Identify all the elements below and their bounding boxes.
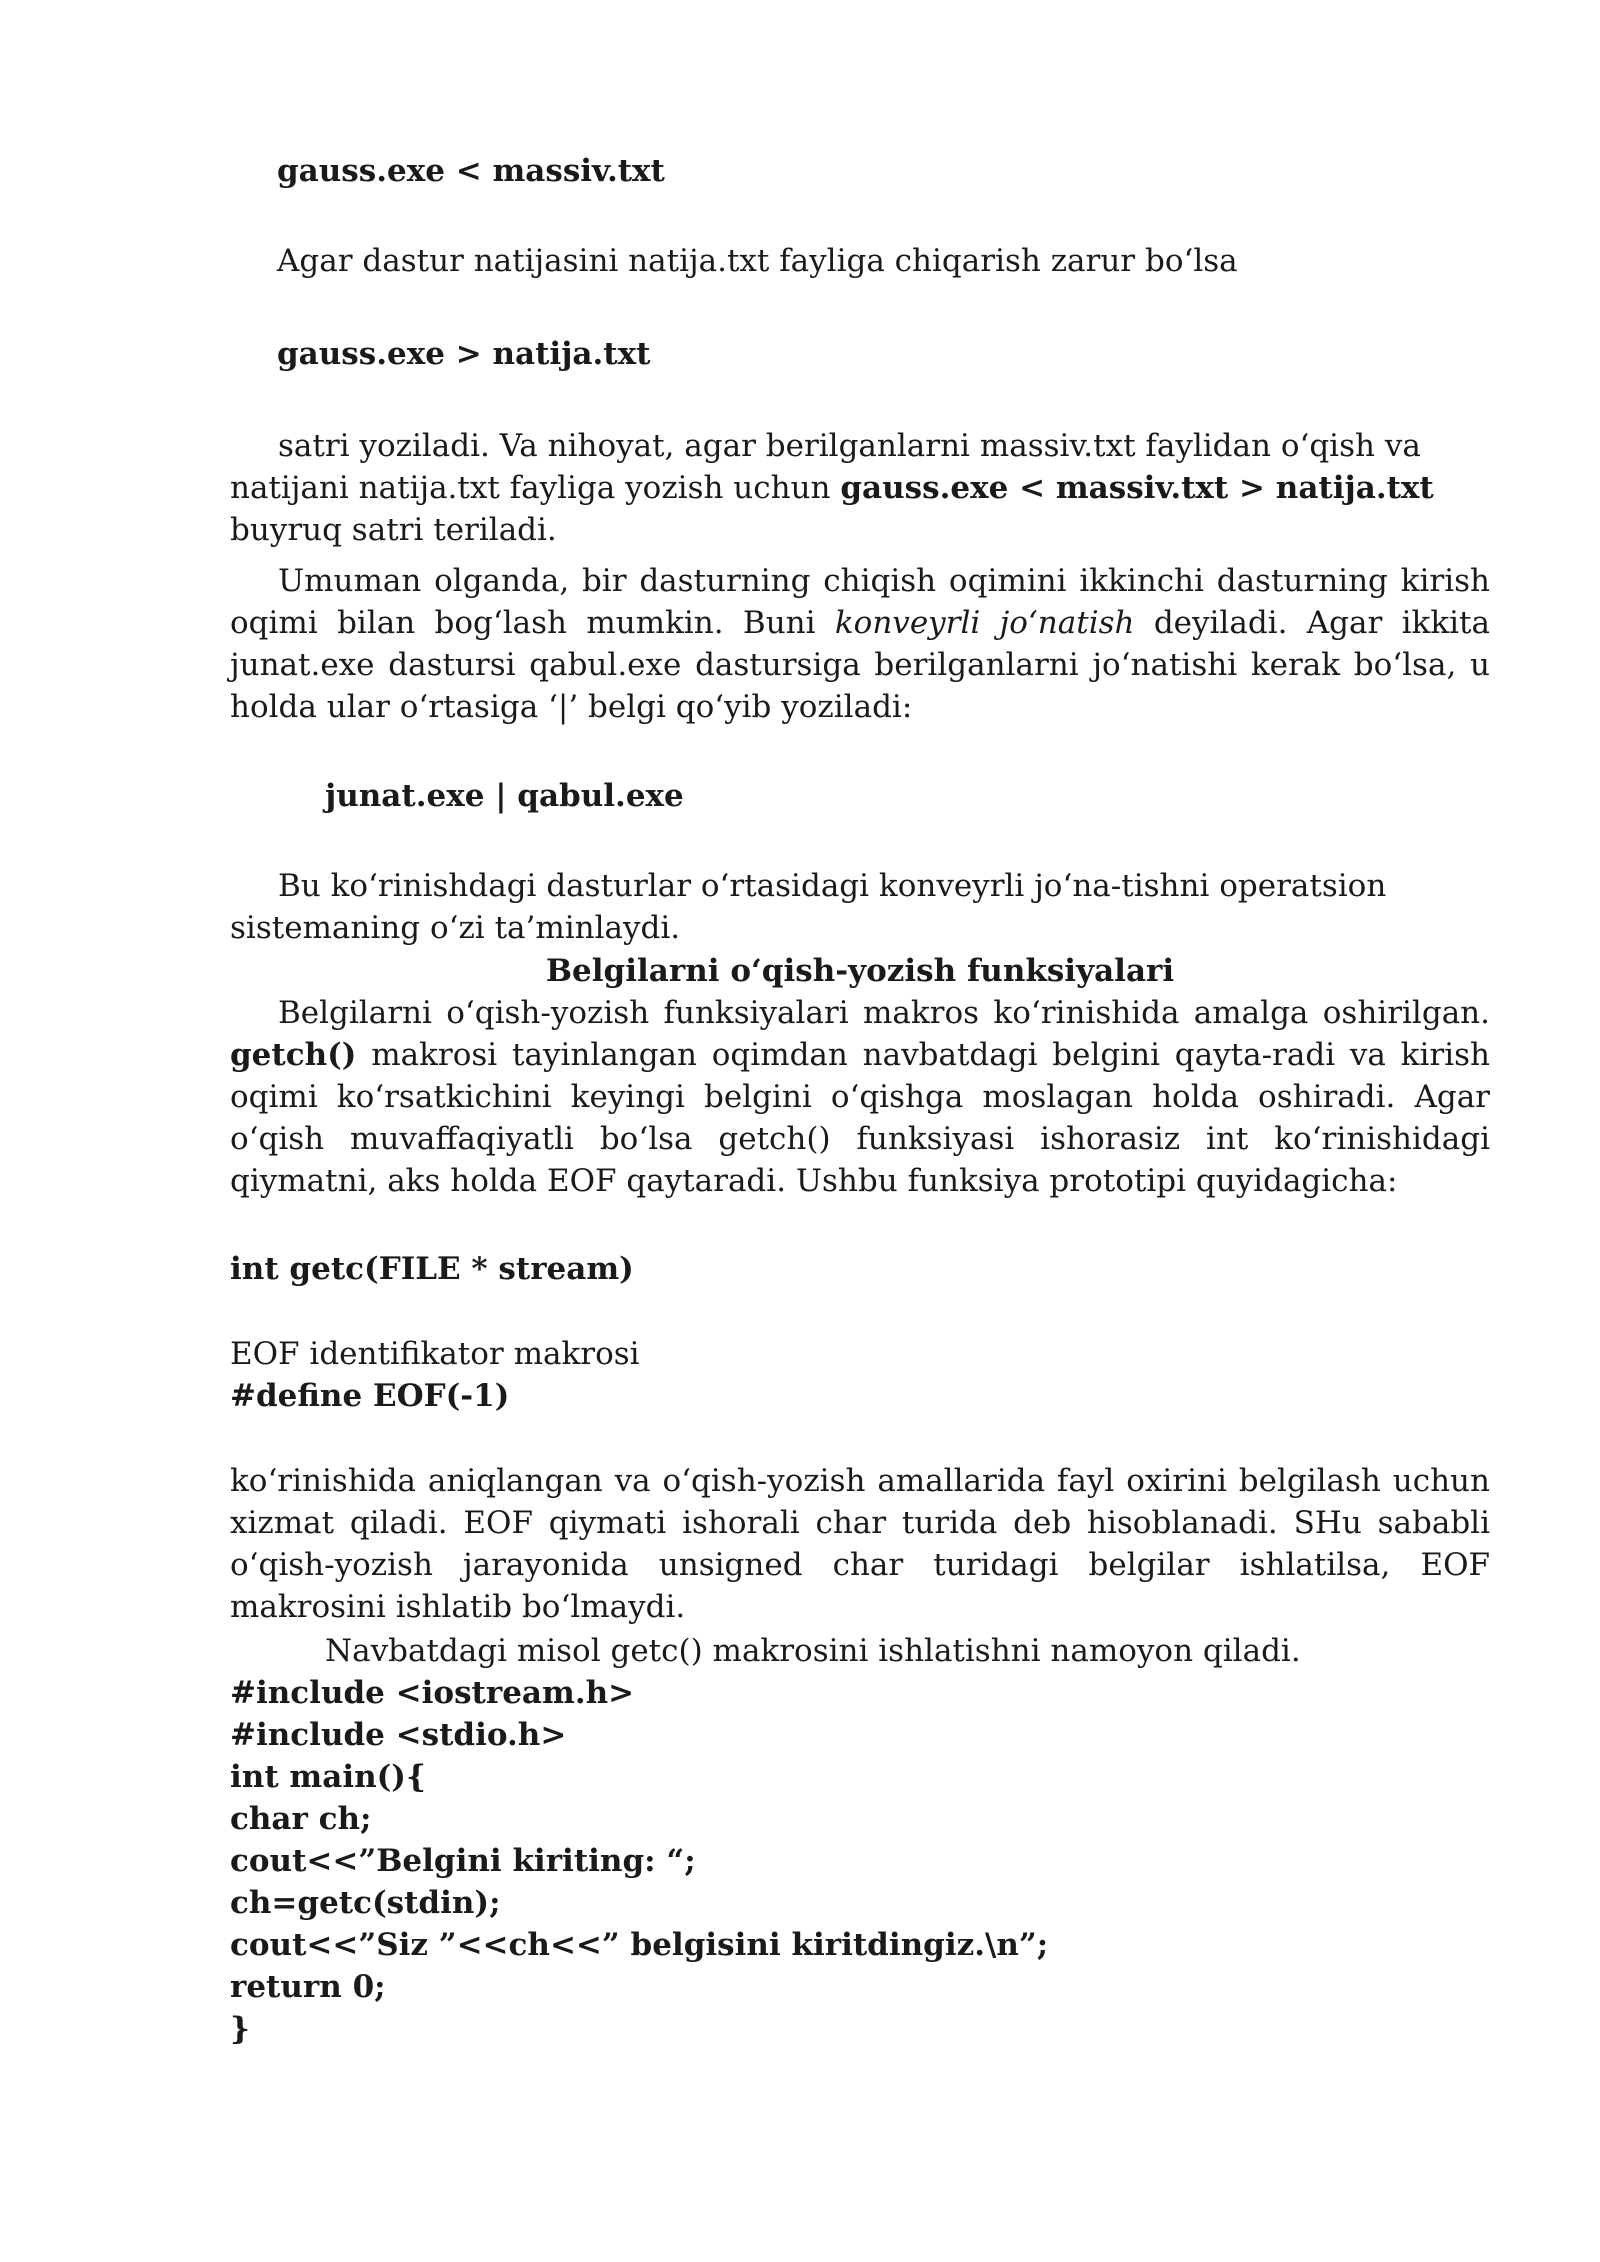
code-line: #include <stdio.h> — [230, 1717, 567, 1753]
code-line: return 0; — [230, 1969, 386, 2005]
paragraph-eof: ko‘rinishida aniqlangan va o‘qish-yozish amallarida fayl oxirini belgilash uchun xizmat qiladi. EOF qiymati ishorali char turida deb hisoblanadi. SHu sababli o‘qish-yozish jarayonida unsigned char turidagi belgilar ishlatilsa, EOF makrosini ishlatib bo‘lmaydi. — [230, 1463, 1490, 1625]
paragraph-redirect — [230, 425, 1490, 551]
code-line: cout<<”Belgini kiriting: “; — [230, 1843, 696, 1879]
command-pipe: junat.exe | qabul.exe — [325, 778, 684, 814]
eof-define: #define EOF(-1) — [230, 1378, 510, 1414]
paragraph-pipeline-text-a: Umuman olganda, bir dasturning chiqish oqimini ikkinchi dasturning kirish oqimi bilan bog‘lash mumkin. Buni — [230, 563, 1490, 641]
code-line: } — [230, 2011, 250, 2047]
paragraph-output-intro: Agar dastur natijasini natija.txt fayliga chiqarish zarur bo‘lsa — [277, 243, 1238, 279]
paragraph-os-pipeline: Bu ko‘rinishdagi dasturlar o‘rtasidagi konveyrli jo‘na-tishni operatsion sistemaning o‘zi ta’minlaydi. — [230, 868, 1387, 946]
paragraph-getch-text-a: Belgilarni o‘qish-yozish funksiyalari makros ko‘rinishida amalga oshirilgan. — [278, 995, 1490, 1031]
function-prototype: int getc(FILE * stream) — [230, 1251, 634, 1287]
paragraph-redirect-text-c: buyruq satri teriladi. — [230, 512, 557, 548]
paragraph-getch — [230, 992, 1490, 1202]
code-line: ch=getc(stdin); — [230, 1885, 501, 1921]
command-gauss-input: gauss.exe < massiv.txt — [277, 153, 665, 189]
code-listing — [230, 1672, 1490, 2050]
code-line: int main(){ — [230, 1759, 426, 1795]
paragraph-pipeline-text-c: deyiladi. Agar ikkita junat.exe dastursi qabul.exe dastursiga berilganlarni jo‘natishi kerak bo‘lsa, u holda ular o‘rtasiga ‘|’ belgi qo‘yib yoziladi: — [230, 605, 1490, 725]
code-line: #include <iostream.h> — [230, 1675, 635, 1711]
eof-label: EOF identifikator makrosi — [230, 1336, 640, 1372]
command-gauss-output: gauss.exe > natija.txt — [277, 336, 651, 372]
paragraph-pipeline-term: konveyrli jo‘natish — [834, 605, 1135, 641]
code-line: char ch; — [230, 1801, 372, 1837]
paragraph-redirect-command: gauss.exe < massiv.txt > natija.txt — [840, 470, 1434, 506]
code-line: cout<<”Siz ”<<ch<<” belgisini kiritdingiz.\n”; — [230, 1927, 1049, 1963]
section-heading: Belgilarni o‘qish-yozish funksiyalari — [545, 953, 1175, 989]
paragraph-redirect-text-a: satri yoziladi. Va nihoyat, agar berilganlarni massiv.txt faylidan o‘qish va natijani natija.txt fayliga yozish uchun — [230, 428, 1421, 506]
paragraph-example-intro: Navbatdagi misol getc() makrosini ishlatishni namoyon qiladi. — [325, 1633, 1301, 1669]
paragraph-getch-text-c: makrosi tayinlangan oqimdan navbatdagi belgini qayta-radi va kirish oqimi ko‘rsatkichini keyingi belgini o‘qishga moslagan holda oshiradi. Agar o‘qish muvaffaqiyatli bo‘lsa getch() funksiyasi ishorasiz int ko‘rinishidagi qiymatni, aks holda EOF qaytaradi. Ushbu funksiya prototipi quyidagicha: — [230, 1037, 1490, 1199]
paragraph-getch-keyword: getch() — [230, 1037, 357, 1073]
paragraph-pipeline — [230, 560, 1490, 728]
